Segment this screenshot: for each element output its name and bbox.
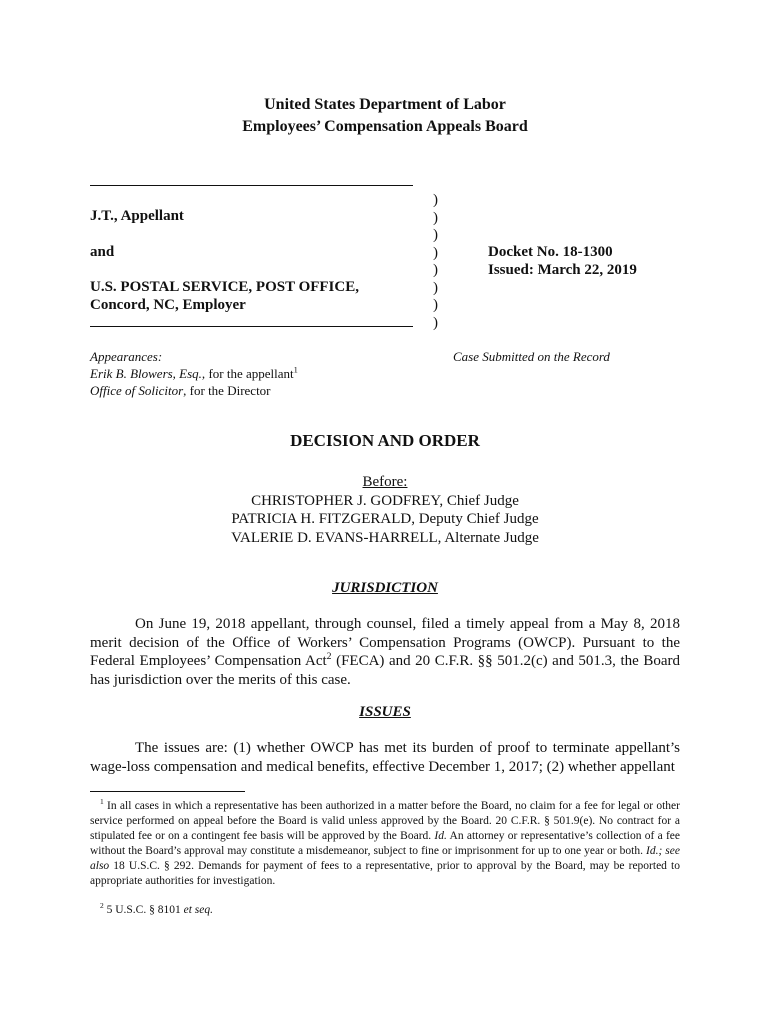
paren: ) [433, 297, 438, 313]
issued-date: Issued: March 22, 2019 [488, 262, 637, 278]
paren: ) [433, 262, 438, 278]
footnote-2-et-seq: et seq. [183, 904, 213, 916]
decision-title: DECISION AND ORDER [290, 431, 480, 450]
representative-role: for the appellant [205, 366, 294, 381]
paren: ) [433, 209, 438, 226]
caption-top-rule [90, 185, 413, 186]
appearances-label-text: Appearances: [90, 349, 163, 364]
judge-2: PATRICIA H. FITZGERALD, Deputy Chief Judge [231, 511, 539, 527]
before-label: Before: [362, 474, 408, 490]
issues-heading: ISSUES [359, 704, 411, 720]
footnote-ref-2[interactable]: 2 [326, 651, 332, 662]
director-representative [90, 382, 271, 399]
case-submitted [453, 348, 610, 365]
office-name: Office of Solicitor [90, 383, 184, 398]
jurisdiction-text-b: (FECA) and 20 C.F.R. §§ 501.2(c) and 501.3, the Board has jurisdiction over the merits of this case. [90, 653, 680, 688]
footnote-2 [90, 903, 680, 918]
footnote-ref-1[interactable]: 1 [293, 364, 298, 375]
jurisdiction-paragraph [90, 615, 680, 689]
footnote-1-see-also: Id.; see also [90, 845, 680, 872]
jurisdiction-heading: JURISDICTION [332, 580, 438, 596]
footnote-2-number: 2 [100, 901, 104, 911]
footnote-1-text-b: An attorney or representative’s collection of a fee without the Board’s approval may constitute a misdemeanor, subject to fine or imprisonment for up to one year or both. [90, 830, 680, 857]
footnote-1-text-a: In all cases in which a representative has been authorized in a matter before the Board, no claim for a fee for legal or other service performed on appeal before the Board is valid unless approved by the Board. 20 C.F.R. § 501.9(e). No contract for a stipulated fee or on a contingent fee basis will be approved by the Board. [90, 800, 680, 842]
paren: ) [433, 192, 438, 208]
appellant-representative [90, 365, 298, 382]
footnote-1-number: 1 [100, 797, 104, 807]
paren: ) [433, 279, 438, 296]
panel-block [0, 473, 770, 547]
docket-number: Docket No. 18-1300 [488, 244, 613, 260]
footnote-1-text-c: 18 U.S.C. § 292. Demands for payment of fees to a representative, prior to approval by the Board, may be reported to appropriate authorities for investigation. [90, 860, 680, 887]
representative-name: Erik B. Blowers, Esq., [90, 366, 206, 381]
jurisdiction-text-a: On June 19, 2018 appellant, through counsel, filed a timely appeal from a May 8, 2018 merit decision of the Office of Workers’ Compensation Programs (OWCP). Pursuant to the Federal Employees’ Compensation Act [90, 616, 680, 669]
issues-paragraph: The issues are: (1) whether OWCP has met its burden of proof to terminate appellant’s wage-loss compensation and medical benefits, effective December 1, 2017; (2) whether appellant [90, 740, 680, 775]
footnote-2-text: 5 U.S.C. § 8101 [103, 904, 184, 916]
case-submitted-text: Case Submitted on the Record [453, 349, 610, 364]
judge-3: VALERIE D. EVANS-HARRELL, Alternate Judge [231, 529, 539, 546]
employer-line-1: U.S. POSTAL SERVICE, POST OFFICE, [90, 279, 359, 295]
agency-name: United States Department of Labor [264, 96, 506, 113]
judge-1: CHRISTOPHER J. GODFREY, Chief Judge [251, 492, 519, 509]
caption-and: and [90, 244, 115, 260]
appearances-label [90, 348, 162, 365]
footnote-1 [90, 799, 680, 889]
employer-line-2: Concord, NC, Employer [90, 297, 246, 313]
board-name: Employees’ Compensation Appeals Board [242, 118, 528, 135]
footnote-1-id: Id. [434, 830, 447, 842]
appellant-name: J.T., Appellant [90, 208, 184, 224]
paren: ) [433, 244, 438, 261]
paren: ) [433, 314, 438, 331]
caption-parens [433, 192, 438, 332]
paren: ) [433, 227, 438, 243]
office-role: , for the Director [183, 383, 271, 398]
footnote-rule [90, 791, 245, 792]
caption-bottom-rule [90, 326, 413, 327]
